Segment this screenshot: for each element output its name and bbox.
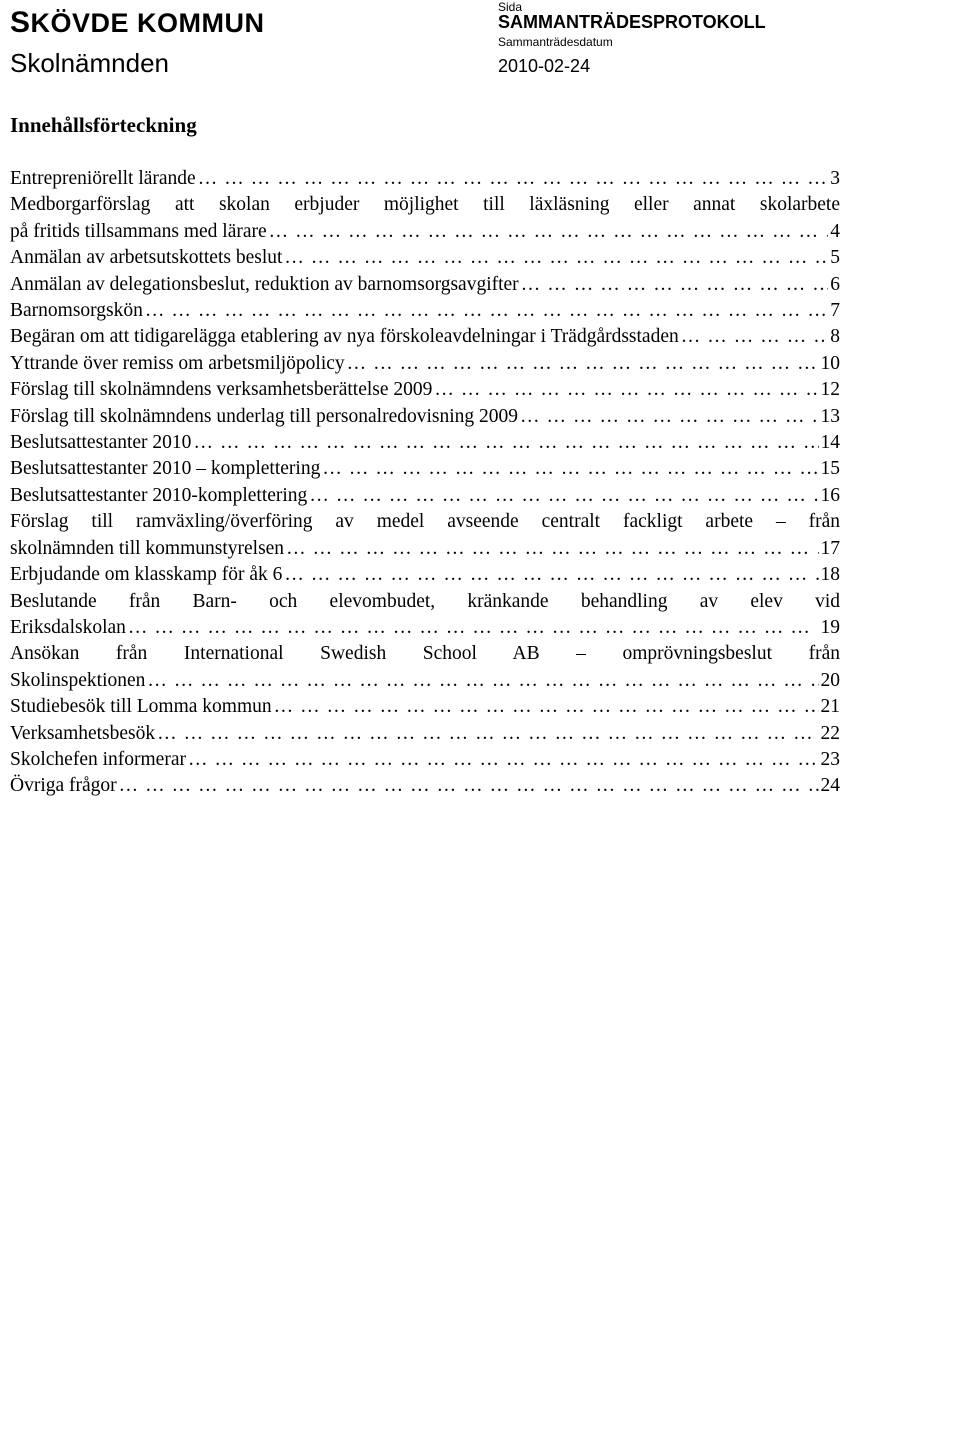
toc-dot-leader xyxy=(521,272,829,298)
toc-entry-text: Eriksdalskolan xyxy=(10,616,126,638)
organization-name xyxy=(10,6,265,40)
toc-entry[interactable] xyxy=(10,377,840,403)
toc-page-number: 16 xyxy=(820,484,840,506)
toc-entry[interactable] xyxy=(10,483,840,509)
toc-entry-text: skolnämnden till kommunstyrelsen xyxy=(10,537,285,559)
meeting-date-label: Sammanträdesdatum xyxy=(498,35,613,49)
toc-page-number: 15 xyxy=(820,458,840,480)
toc-entry[interactable] xyxy=(10,456,840,482)
toc-page-number: 23 xyxy=(820,748,840,770)
toc-entry[interactable] xyxy=(10,747,840,773)
toc-entry-text: Erbjudande om klasskamp för åk 6 xyxy=(10,564,283,586)
toc-entry-text: Medborgarförslag att skolan erbjuder möjlighet till läxläsning eller annat skolarbete xyxy=(10,194,840,216)
toc-dot-leader xyxy=(269,219,829,245)
toc-entry[interactable] xyxy=(10,641,840,694)
toc-page-number: 20 xyxy=(820,669,840,691)
toc-entry-text: Entrepreniörellt lärande xyxy=(10,168,196,189)
toc-entry[interactable] xyxy=(10,351,840,377)
toc-entry[interactable] xyxy=(10,245,840,271)
page-header xyxy=(0,0,960,90)
toc-dot-leader xyxy=(284,562,818,588)
toc-page-number: 19 xyxy=(820,616,840,638)
toc-entry[interactable] xyxy=(10,324,840,350)
toc-dot-leader xyxy=(145,298,828,324)
toc-page-number: 3 xyxy=(830,168,840,189)
toc-entry[interactable] xyxy=(10,509,840,562)
toc-page-number: 12 xyxy=(820,379,840,401)
toc-dot-leader xyxy=(188,747,819,773)
toc-dot-leader xyxy=(193,430,818,456)
toc-entry-text: Skolchefen informerar xyxy=(10,748,186,770)
toc-entry-text: Beslutsattestanter 2010-komplettering xyxy=(10,484,308,506)
toc-page-number: 22 xyxy=(820,722,840,744)
toc-dot-leader xyxy=(286,536,818,562)
department-name: Skolnämnden xyxy=(10,48,169,78)
toc-page-number: 4 xyxy=(830,220,840,242)
toc-dot-leader xyxy=(322,456,818,482)
toc-entry-text: Beslutsattestanter 2010 – komplettering xyxy=(10,458,321,480)
toc-entry[interactable] xyxy=(10,721,840,747)
toc-dot-leader xyxy=(198,166,829,192)
toc-dot-leader xyxy=(157,721,818,747)
organization-name-initial: S xyxy=(10,6,31,39)
toc-entry[interactable] xyxy=(10,166,840,192)
toc-dot-leader xyxy=(347,351,819,377)
toc-entry-text: Verksamhetsbesök xyxy=(10,722,156,744)
toc-entry-text: Anmälan av delegationsbeslut, reduktion av barnomsorgsavgifter xyxy=(10,273,519,295)
toc-page-number: 21 xyxy=(820,696,840,718)
organization-name-rest: KÖVDE KOMMUN xyxy=(30,8,265,38)
toc-entry-text: Begäran om att tidigarelägga etablering av nya förskoleavdelningar i Trädgårdsstaden xyxy=(10,326,679,348)
toc-dot-leader xyxy=(681,324,829,350)
toc-entry[interactable] xyxy=(10,430,840,456)
toc-page-number: 24 xyxy=(820,775,840,797)
page-label: Sida xyxy=(498,0,523,14)
toc-title: Innehållsförteckning xyxy=(10,113,197,137)
toc-entry-text: Beslutsattestanter 2010 xyxy=(10,432,192,454)
toc-dot-leader xyxy=(147,668,818,694)
toc-page-number: 10 xyxy=(820,352,840,374)
toc-page-number: 6 xyxy=(830,273,840,295)
toc-entry-text: Förslag till ramväxling/överföring av medel avseende centralt fackligt arbete – från xyxy=(10,511,840,533)
toc-entry-text: Barnomsorgskön xyxy=(10,300,143,322)
toc-entry[interactable] xyxy=(10,694,840,720)
toc-entry-text: Förslag till skolnämndens underlag till personalredovisning 2009 xyxy=(10,405,519,427)
toc-entry[interactable] xyxy=(10,404,840,430)
toc-entry[interactable] xyxy=(10,298,840,324)
toc-entry-text: på fritids tillsammans med lärare xyxy=(10,220,267,242)
toc-entry[interactable] xyxy=(10,562,840,588)
toc-entry[interactable] xyxy=(10,192,840,245)
toc-dot-leader xyxy=(119,773,819,799)
toc-dot-leader xyxy=(128,615,819,641)
toc-entry-text: Ansökan från International Swedish School AB – omprövningsbeslut från xyxy=(10,643,840,665)
toc-page-number: 14 xyxy=(820,432,840,454)
toc-entry[interactable] xyxy=(10,773,840,799)
toc-page-number: 18 xyxy=(820,564,840,586)
toc-page-number: 17 xyxy=(820,537,840,559)
toc-page-number: 7 xyxy=(830,300,840,322)
toc-page-number: 5 xyxy=(830,247,840,269)
toc-entry-text: Studiebesök till Lomma kommun xyxy=(10,696,272,718)
toc-entry-text: Beslutande från Barn- och elevombudet, kränkande behandling av elev vid xyxy=(10,590,840,612)
document-type: SAMMANTRÄDESPROTOKOLL xyxy=(498,12,766,32)
toc-entry-text: Yttrande över remiss om arbetsmiljöpolicy xyxy=(10,352,345,374)
toc-entry-text: Anmälan av arbetsutskottets beslut xyxy=(10,247,283,269)
toc-dot-leader xyxy=(284,245,828,271)
toc-entry[interactable] xyxy=(10,589,840,642)
meeting-date: 2010-02-24 xyxy=(498,56,591,76)
toc-entry[interactable] xyxy=(10,272,840,298)
toc-entry-text: Övriga frågor xyxy=(10,775,117,797)
toc-page-number: 13 xyxy=(820,405,840,427)
toc-list xyxy=(10,166,840,800)
toc-page-number: 8 xyxy=(830,326,840,348)
toc-entry-text: Skolinspektionen xyxy=(10,669,146,691)
toc-dot-leader xyxy=(434,377,818,403)
toc-dot-leader xyxy=(520,404,818,430)
toc-entry-text: Förslag till skolnämndens verksamhetsberättelse 2009 xyxy=(10,379,433,401)
toc-dot-leader xyxy=(274,694,819,720)
toc-dot-leader xyxy=(309,483,818,509)
